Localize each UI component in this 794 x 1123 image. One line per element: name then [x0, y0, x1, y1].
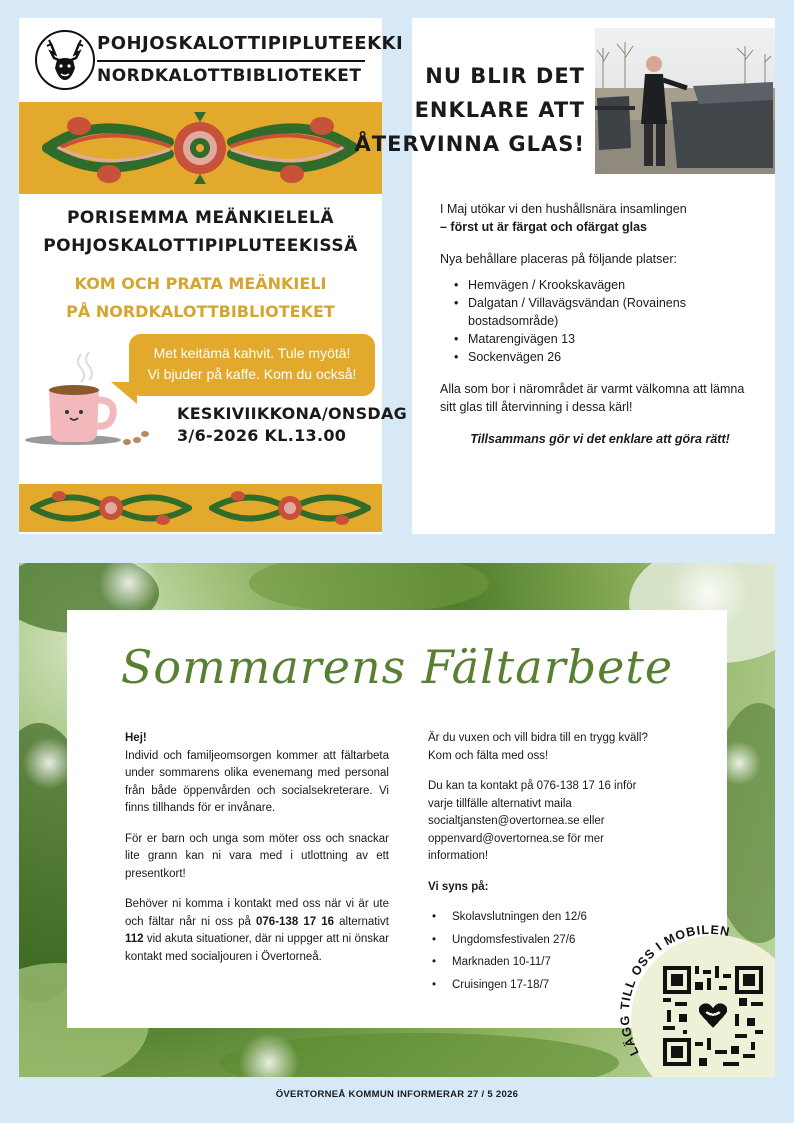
paragraph: Individ och familjeomsorgen kommer att fältarbeta under sommarens olika evenemang med personal från både öppenvården och socialsekreterare. Vi finns tillhands för er invånare. [125, 749, 389, 814]
list-item: • Skolavslutningen den 12/6 [430, 909, 658, 927]
glass-headline-line1: NU BLIR DET [425, 64, 585, 88]
glass-headline-line2: ENKLARE ATT [414, 98, 585, 122]
locations-list [454, 276, 760, 366]
headline-swedish-line2: PÅ NORDKALOTTBIBLIOTEKET [66, 302, 335, 321]
recycling-bins-photo [595, 28, 775, 174]
paragraph: Behöver ni komma i kontakt med oss när vi är ute och fältar når ni oss på [125, 898, 389, 928]
coffee-cup-icon [23, 348, 153, 448]
headline-finnish-line2: POHJOSKALOTTIPIPLUTEEKISSÄ [43, 236, 358, 256]
list-item: • Marknaden 10-11/7 [430, 954, 658, 972]
qr-label-text: LÄGG TILL OSS I MOBILEN [617, 922, 732, 1058]
reindeer-logo-icon [35, 30, 95, 90]
divider [97, 60, 365, 62]
folk-flower-ornament [19, 102, 382, 194]
greeting: Hej! [125, 732, 147, 744]
event-date-time: 3/6-2026 KL.13.00 [177, 426, 347, 445]
headline-finnish-line1: PORISEMMA MEÄNKIELELÄ [66, 208, 335, 228]
events-heading: Vi syns på: [428, 880, 489, 893]
event-day: KESKIVIIKKONA/ONSDAG [177, 404, 408, 423]
footer: ÖVERTORNEÅ KOMMUN INFORMERAR 27 / 5 2026 [275, 1089, 519, 1100]
phone-number: 076-138 17 16 [256, 915, 335, 928]
emergency-number: 112 [125, 933, 144, 945]
glass-closing: Tillsammans gör vi det enklare att göra rätt! [470, 432, 730, 446]
glass-headline-line3: ÅTERVINNA GLAS! [354, 132, 585, 156]
list-item: • Ungdomsfestivalen 27/6 [430, 932, 658, 950]
list-item: • Sockenvägen 26 [454, 348, 760, 366]
folk-flower-ornament-bottom [19, 484, 382, 532]
locations-intro: Nya behållare placeras på följande platser: [440, 252, 677, 266]
list-item: • Cruisingen 17-18/7 [430, 977, 658, 995]
summer-fieldwork-poster [19, 563, 775, 1077]
headline-swedish-line1: KOM OCH PRATA MEÄNKIELI [74, 274, 327, 293]
bubble-line-swedish: Vi bjuder på kaffe. Kom du också! [147, 366, 357, 382]
library-name-swedish: NORDKALOTTBIBLIOTEKET [97, 66, 362, 86]
contact-info: Du kan ta kontakt på 076-138 17 16 inför varje tillfälle alternativt maila socialtjansten@overtornea.se eller oppenvard@overtornea.se för mer information! [428, 780, 637, 862]
summer-left-column [125, 730, 389, 979]
glass-body [440, 200, 760, 462]
glass-intro-bold: – först ut är färgat och ofärgat glas [440, 220, 647, 234]
paragraph: vid akuta situationer, där ni uppger att ni önskar kontakt med socialjouren i Övertorneå. [125, 933, 389, 963]
list-item: • Matarengivägen 13 [454, 330, 760, 348]
bubble-line-finnish: Met keitämä kahvit. Tule myötä! [153, 345, 351, 361]
library-name-finnish: POHJOSKALOTTIPIPLUTEEKKI [97, 33, 404, 54]
list-item: • Dalgatan / Villavägsvändan (Rovainens bostadsområde) [454, 294, 760, 330]
paragraph: Är du vuxen och vill bidra till en trygg kväll? Kom och fälta med oss! [428, 732, 648, 762]
library-poster [19, 18, 408, 534]
speech-bubble [129, 334, 375, 396]
glass-intro: I Maj utökar vi den hushållsnära insamlingen [440, 202, 687, 216]
summer-title: Sommarens Fältarbete [120, 640, 674, 694]
qr-code-icon[interactable] [661, 966, 765, 1066]
paragraph: För er barn och unga som möter oss och snackar lite grann kan ni vara med i utlottning av ett presentkort! [125, 832, 389, 880]
paragraph: alternativt [334, 915, 389, 928]
glass-recycling-notice [354, 18, 775, 534]
list-item: • Hemvägen / Krookskavägen [454, 276, 760, 294]
glass-invite: Alla som bor i närområdet är varmt välkomna att lämna sitt glas till återvinning i dessa kärl! [440, 382, 745, 414]
